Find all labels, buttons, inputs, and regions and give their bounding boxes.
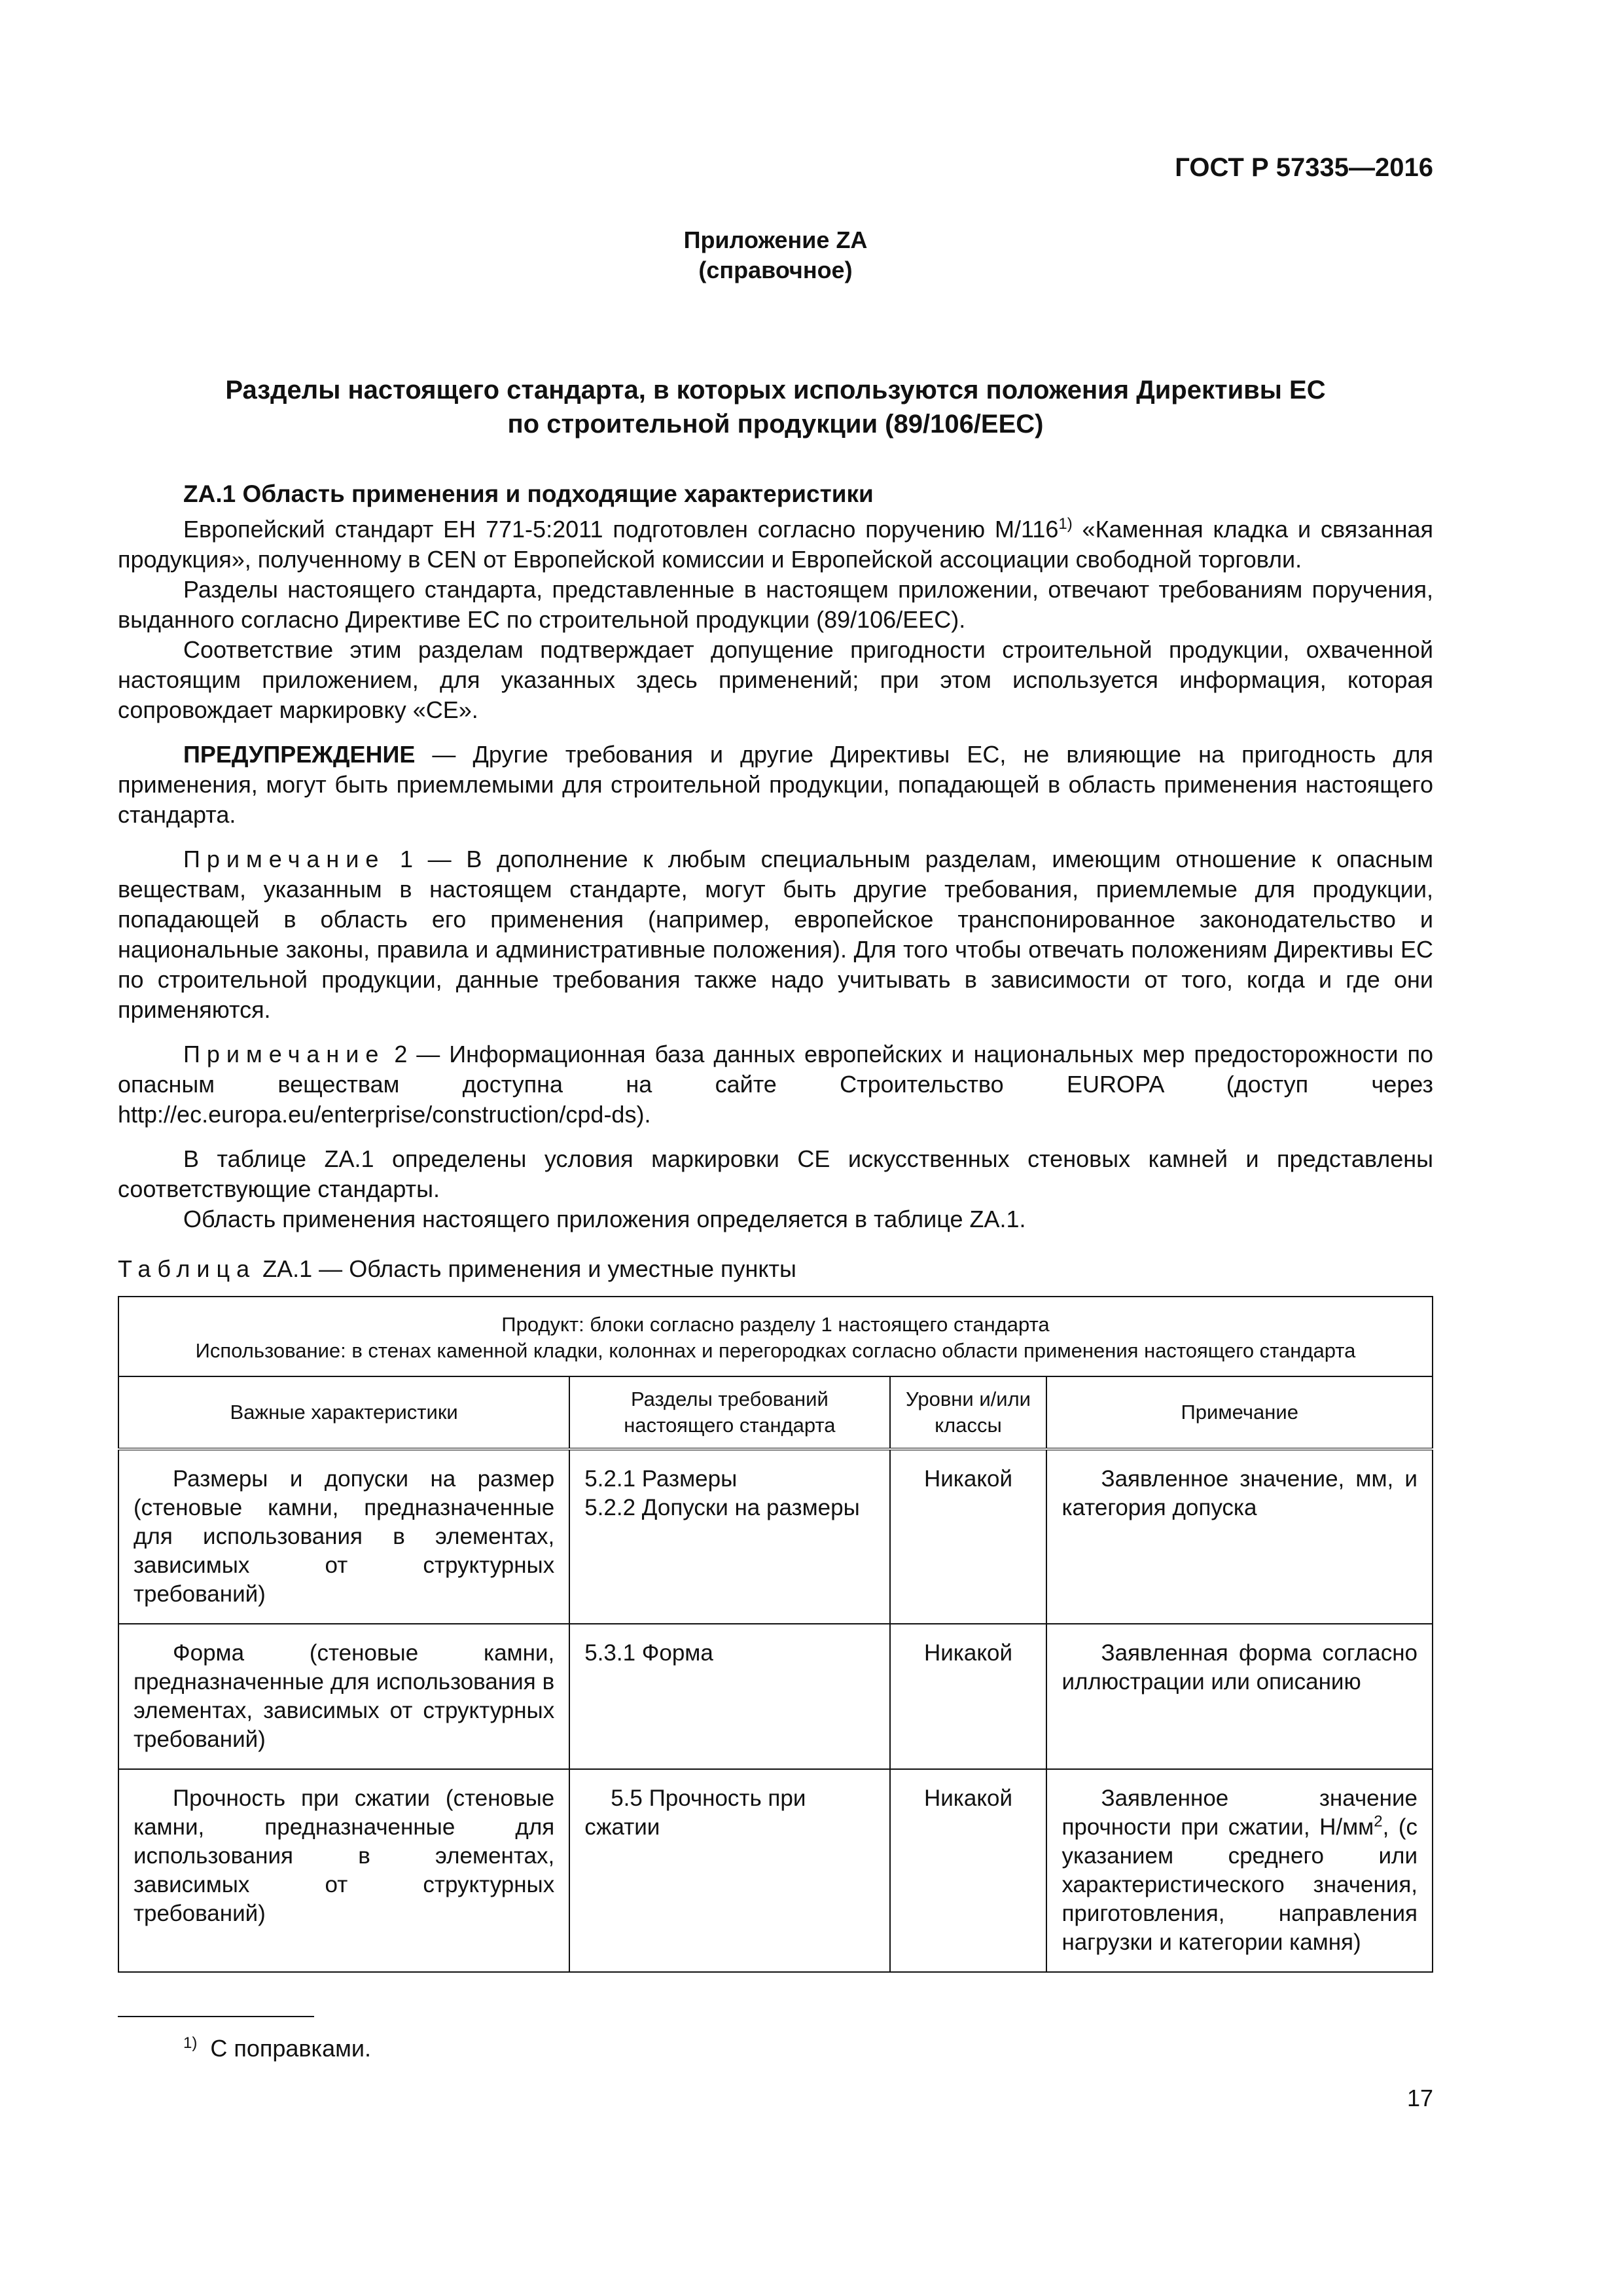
p1-text-a: Европейский стандарт ЕН 771-5:2011 подготовлен согласно поручению М/116 xyxy=(183,516,1059,543)
table-row xyxy=(118,1769,1433,1972)
footnote-ref: 1) xyxy=(1058,515,1073,533)
warning-paragraph xyxy=(118,740,1433,830)
standard-code: ГОСТ Р 57335—2016 xyxy=(1175,153,1433,182)
section-heading: ZA.1 Область применения и подходящие характеристики xyxy=(183,480,874,507)
paragraph-2: Разделы настоящего стандарта, представленные в настоящем приложении, отвечают требованиям поручения, выданного согласно Директиве ЕС по строительной продукции (89/106/EEC). xyxy=(118,576,1433,633)
footnote-text: С поправками. xyxy=(210,2035,371,2062)
paragraph-3: Соответствие этим разделам подтверждает допущение пригодности строительной продукции, охваченной настоящим приложением, для указанных здесь применений; при этом используется информация, которая сопровождает маркировку «СЕ». xyxy=(118,636,1433,723)
table-caption-label: Таблица xyxy=(118,1255,257,1282)
page-title xyxy=(118,373,1433,441)
cell-sections: 5.5 Прочность при сжатии xyxy=(569,1769,889,1972)
cell-note: Заявленное значение, мм, и категория допуска xyxy=(1046,1449,1433,1624)
cell-characteristic: Форма (стеновые камни, предназначенные для использования в элементах, зависимых от структурных требований) xyxy=(118,1624,569,1769)
table-usage-line: Использование: в стенах каменной кладки, колоннах и перегородках согласно области применения настоящего стандарта xyxy=(195,1339,1356,1362)
title-line-2: по строительной продукции (89/106/EEC) xyxy=(507,410,1044,439)
note-1-label: Примечание xyxy=(183,846,385,872)
footnote-divider xyxy=(118,2016,314,2017)
note-2 xyxy=(118,1039,1433,1130)
cell-characteristic: Размеры и допуски на размер (стеновые камни, предназначенные для использования в элементах, зависимых от структурных требований) xyxy=(118,1449,569,1624)
title-line-1: Разделы настоящего стандарта, в которых используются положения Директивы ЕС xyxy=(225,376,1326,404)
table-product-line: Продукт: блоки согласно разделу 1 настоящего стандарта xyxy=(501,1313,1050,1336)
cell-levels: Никакой xyxy=(890,1769,1047,1972)
column-header-levels: Уровни и/или классы xyxy=(890,1376,1047,1449)
note-1 xyxy=(118,844,1433,1025)
note-1-text: 1 — В дополнение к любым специальным разделам, имеющим отношение к опасным веществам, указанным в настоящем стандарте, могут быть другие требования, приемлемые для продукции, попадающей в область его применения (например, европейское транспонированное законодательство и национальные законы, правила и административные положения). Для того чтобы отвечать положениям Директивы ЕС по строительной продукции, данные требования также надо учитывать в зависимости от того, когда и где они применяются. xyxy=(118,846,1433,1023)
cell-note-text-a: Заявленное значение прочности при сжатии, Н/мм xyxy=(1061,1785,1418,1840)
annex-heading xyxy=(118,225,1433,285)
cell-sections: 5.2.1 Размеры 5.2.2 Допуски на размеры xyxy=(569,1449,889,1624)
main-content xyxy=(118,479,1433,1973)
paragraph-5: Область применения настоящего приложения определяется в таблице ZA.1. xyxy=(183,1206,1026,1232)
note-2-text: 2 — Информационная база данных европейских и национальных мер предосторожности по опасным веществам доступна на сайте Строительство EUROPA (доступ через http://ec.europa.eu/enterprise/construction/cpd-ds). xyxy=(118,1041,1433,1128)
column-header-sections: Разделы требований настоящего стандарта xyxy=(569,1376,889,1449)
scope-table xyxy=(118,1296,1433,1973)
table-caption-text: ZA.1 — Область применения и уместные пункты xyxy=(256,1255,796,1282)
warning-label: ПРЕДУПРЕЖДЕНИЕ xyxy=(183,741,416,768)
warning-text: — Другие требования и другие Директивы ЕС, не влияющие на пригодность для применения, могут быть приемлемыми для строительной продукции, попадающей в область применения настоящего стандарта. xyxy=(118,741,1433,828)
footnote xyxy=(183,2034,371,2063)
cell-levels: Никакой xyxy=(890,1449,1047,1624)
table-scope-header xyxy=(118,1297,1433,1376)
column-header-note: Примечание xyxy=(1046,1376,1433,1449)
annex-type: (справочное) xyxy=(698,257,853,283)
paragraph-1 xyxy=(118,514,1433,575)
paragraph-4: В таблице ZA.1 определены условия маркировки СЕ искусственных стеновых камней и представлены соответствующие стандарты. xyxy=(118,1145,1433,1202)
column-header-characteristics: Важные характеристики xyxy=(118,1376,569,1449)
cell-levels: Никакой xyxy=(890,1624,1047,1769)
cell-note-superscript: 2 xyxy=(1374,1812,1383,1831)
table-row xyxy=(118,1624,1433,1769)
table-row xyxy=(118,1449,1433,1624)
cell-note xyxy=(1046,1769,1433,1972)
note-2-label: Примечание xyxy=(183,1041,385,1067)
annex-label: Приложение ZA xyxy=(683,226,868,253)
cell-sections: 5.3.1 Форма xyxy=(569,1624,889,1769)
cell-characteristic: Прочность при сжатии (стеновые камни, предназначенные для использования в элементах, зависимых от структурных требований) xyxy=(118,1769,569,1972)
page-number: 17 xyxy=(1406,2085,1433,2111)
cell-note-text-b: , (с указанием среднего или характеристического значения, приготовления, направления нагрузки и категории камня) xyxy=(1061,1814,1418,1955)
cell-note: Заявленная форма согласно иллюстрации или описанию xyxy=(1046,1624,1433,1769)
table-caption xyxy=(118,1254,1433,1284)
footnote-marker: 1) xyxy=(183,2034,198,2052)
p1-text-b: «Каменная кладка и связанная продукция», полученному в CEN от Европейской комиссии и Европейской ассоциации свободной торговли. xyxy=(118,516,1433,573)
